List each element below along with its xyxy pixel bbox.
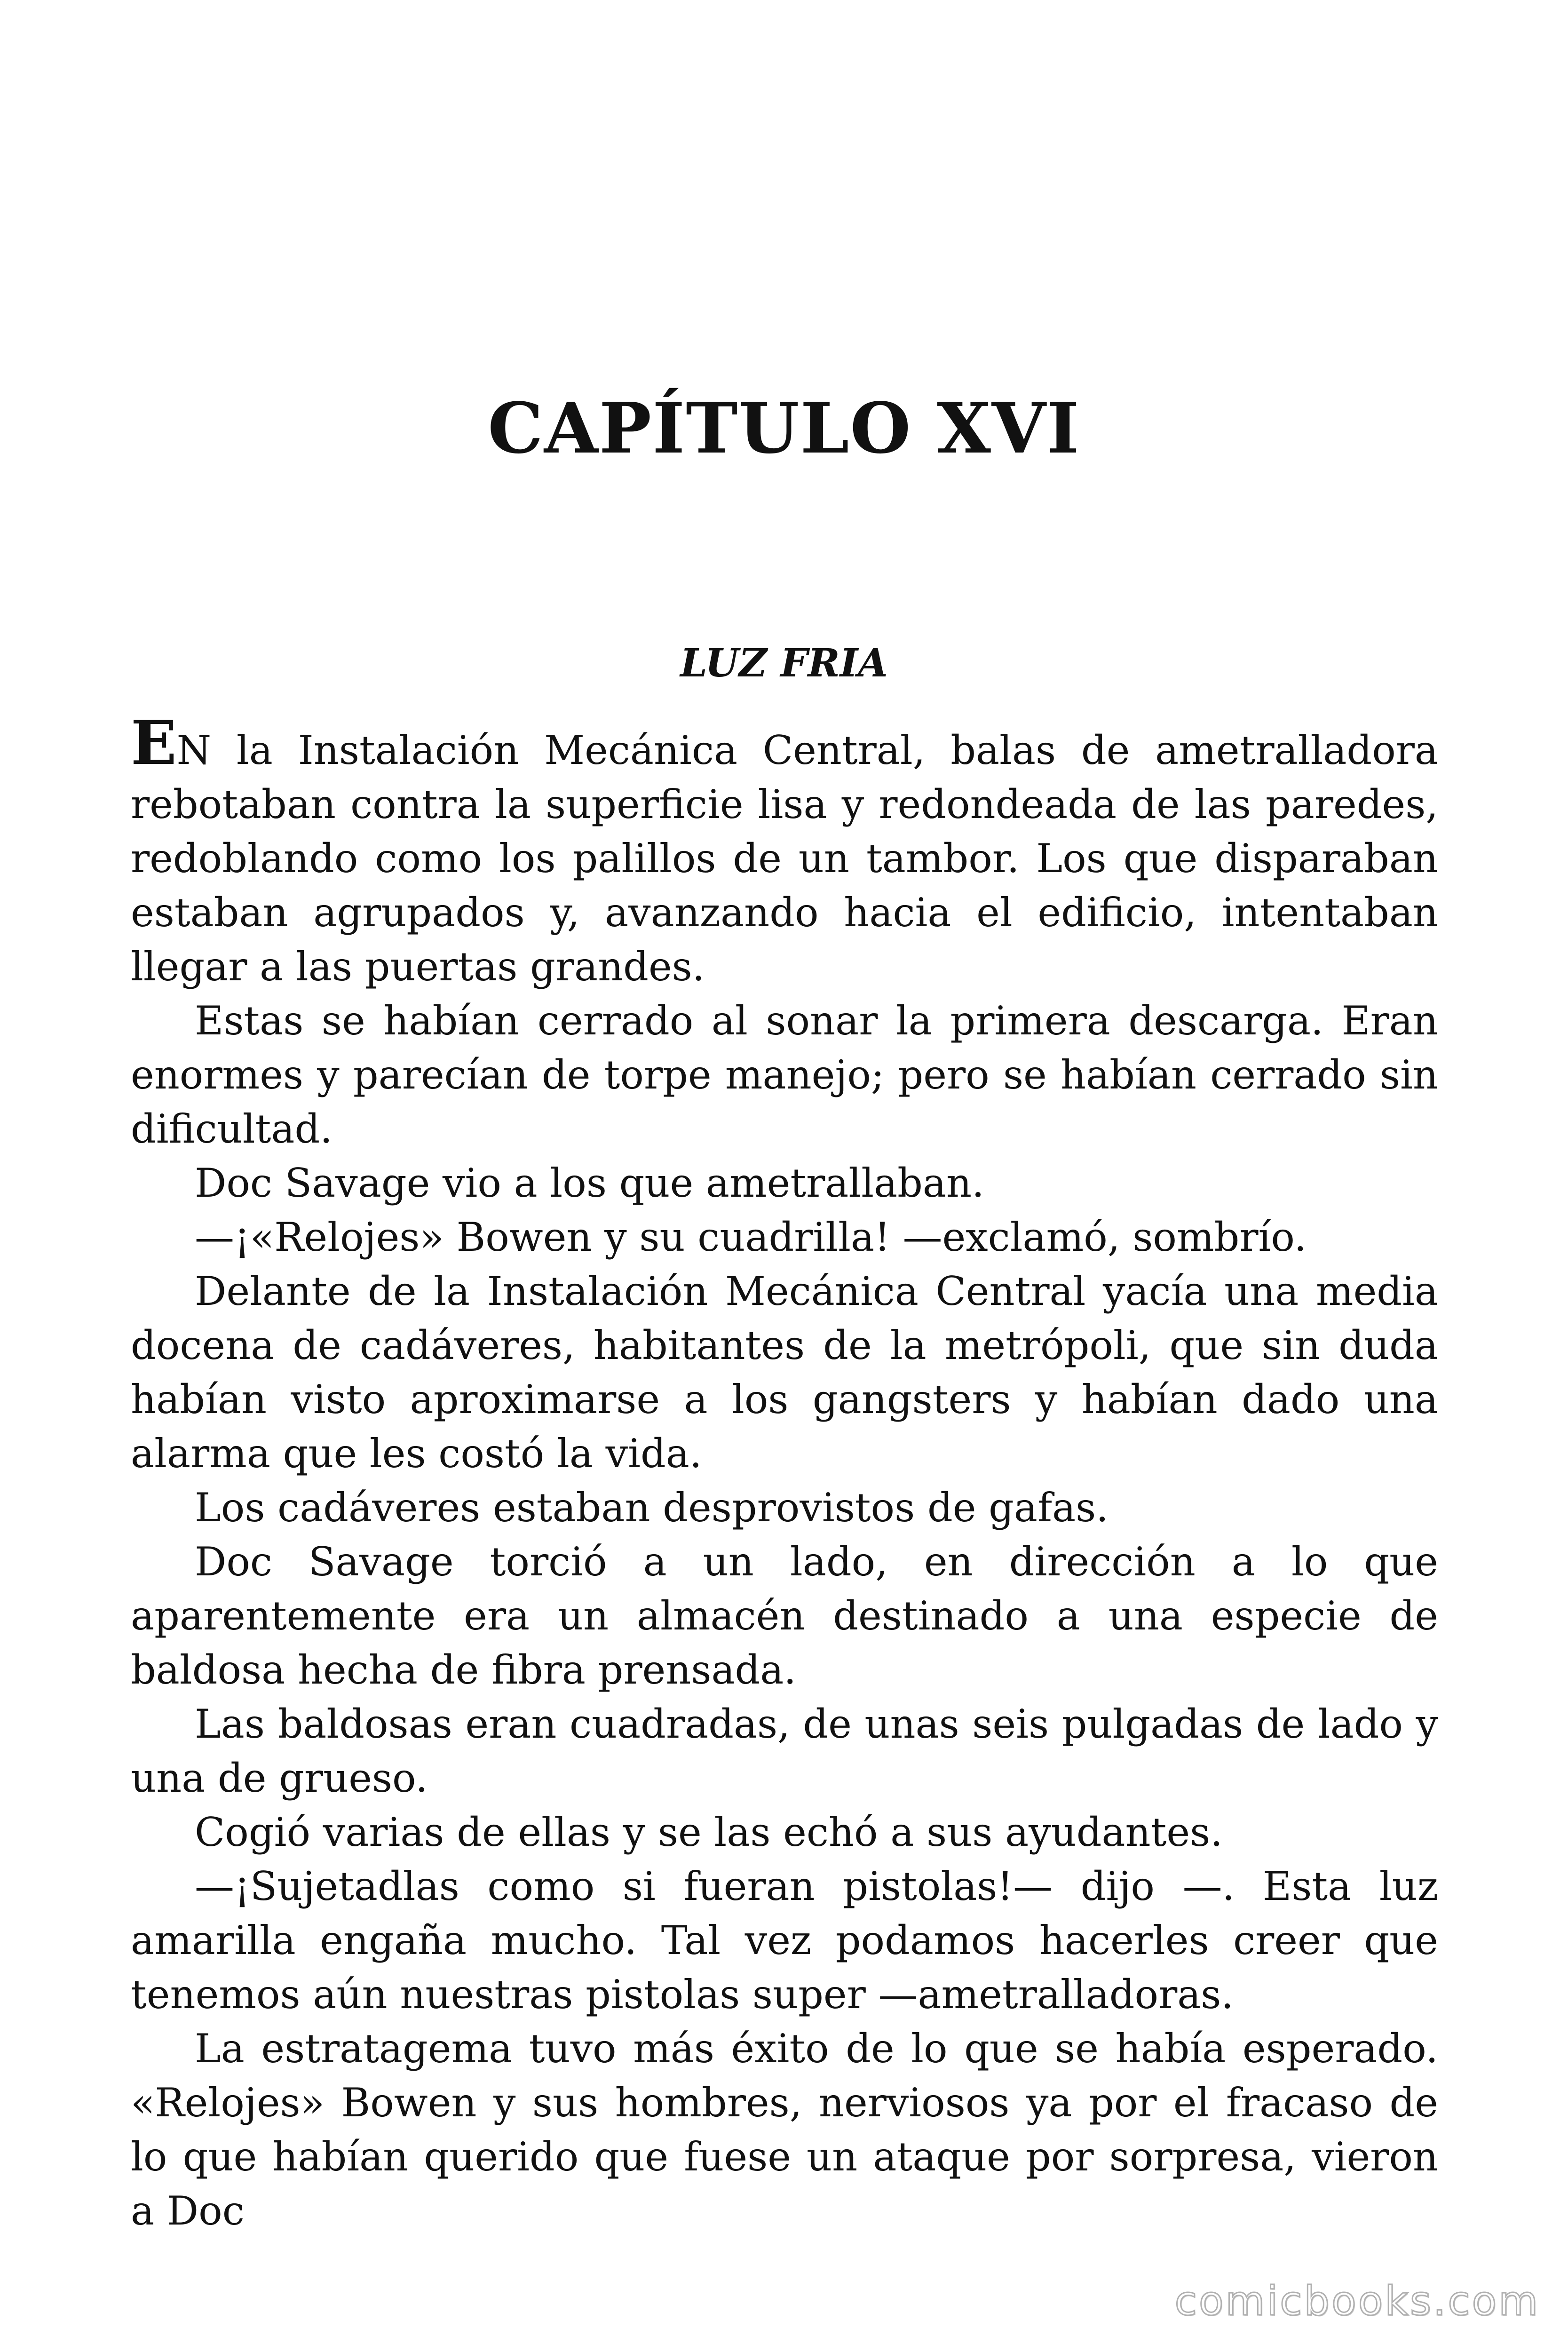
paragraph: Las baldosas eran cuadradas, de unas seis pulgadas de lado y una de grueso. — [131, 1701, 1438, 1801]
paragraph: —¡Sujetadlas como si fueran pistolas!— dijo —. Esta luz amarilla engaña mucho. Tal vez podamos hacerles creer que tenemos aún nuestras pistolas super —ametralladoras. — [131, 1863, 1438, 2018]
watermark: comicbooks.com — [1174, 2278, 1540, 2325]
paragraph: Doc Savage vio a los que ametrallaban. — [195, 1160, 984, 1206]
paragraph: —¡«Relojes» Bowen y su cuadrilla! —exclamó, sombrío. — [195, 1214, 1307, 1260]
section-title: LUZ FRIA — [680, 641, 888, 686]
paragraph: Los cadáveres estaban desprovistos de gafas. — [195, 1485, 1109, 1531]
body-text — [131, 708, 1438, 2238]
paragraph: Delante de la Instalación Mecánica Central yacía una media docena de cadáveres, habitantes de la metrópoli, que sin duda habían visto aproximarse a los gangsters y habían dado una alarma que les costó la vida. — [131, 1268, 1438, 1477]
chapter-title: CAPÍTULO XVI — [488, 387, 1080, 469]
drop-cap: E — [131, 708, 177, 779]
paragraph: Cogió varias de ellas y se las echó a sus ayudantes. — [195, 1809, 1223, 1855]
paragraph: Estas se habían cerrado al sonar la primera descarga. Eran enormes y parecían de torpe manejo; pero se habían cerrado sin dificultad. — [131, 998, 1438, 1152]
paragraph: La estratagema tuvo más éxito de lo que se había esperado. «Relojes» Bowen y sus hombres, nerviosos ya por el fracaso de lo que habían querido que fuese un ataque por sorpresa, vieron a Doc — [131, 2026, 1438, 2234]
paragraph: Doc Savage torció a un lado, en dirección a lo que aparentemente era un almacén destinado a una especie de baldosa hecha de fibra prensada. — [131, 1539, 1438, 1693]
first-paragraph-text: N la Instalación Mecánica Central, balas de ametralladora rebotaban contra la superficie lisa y redondeada de las paredes, redoblando como los palillos de un tambor. Los que disparaban estaban agrupados y, avanzando hacia el edificio, intentaban llegar a las puertas grandes. — [131, 727, 1438, 990]
first-paragraph — [131, 708, 1438, 994]
